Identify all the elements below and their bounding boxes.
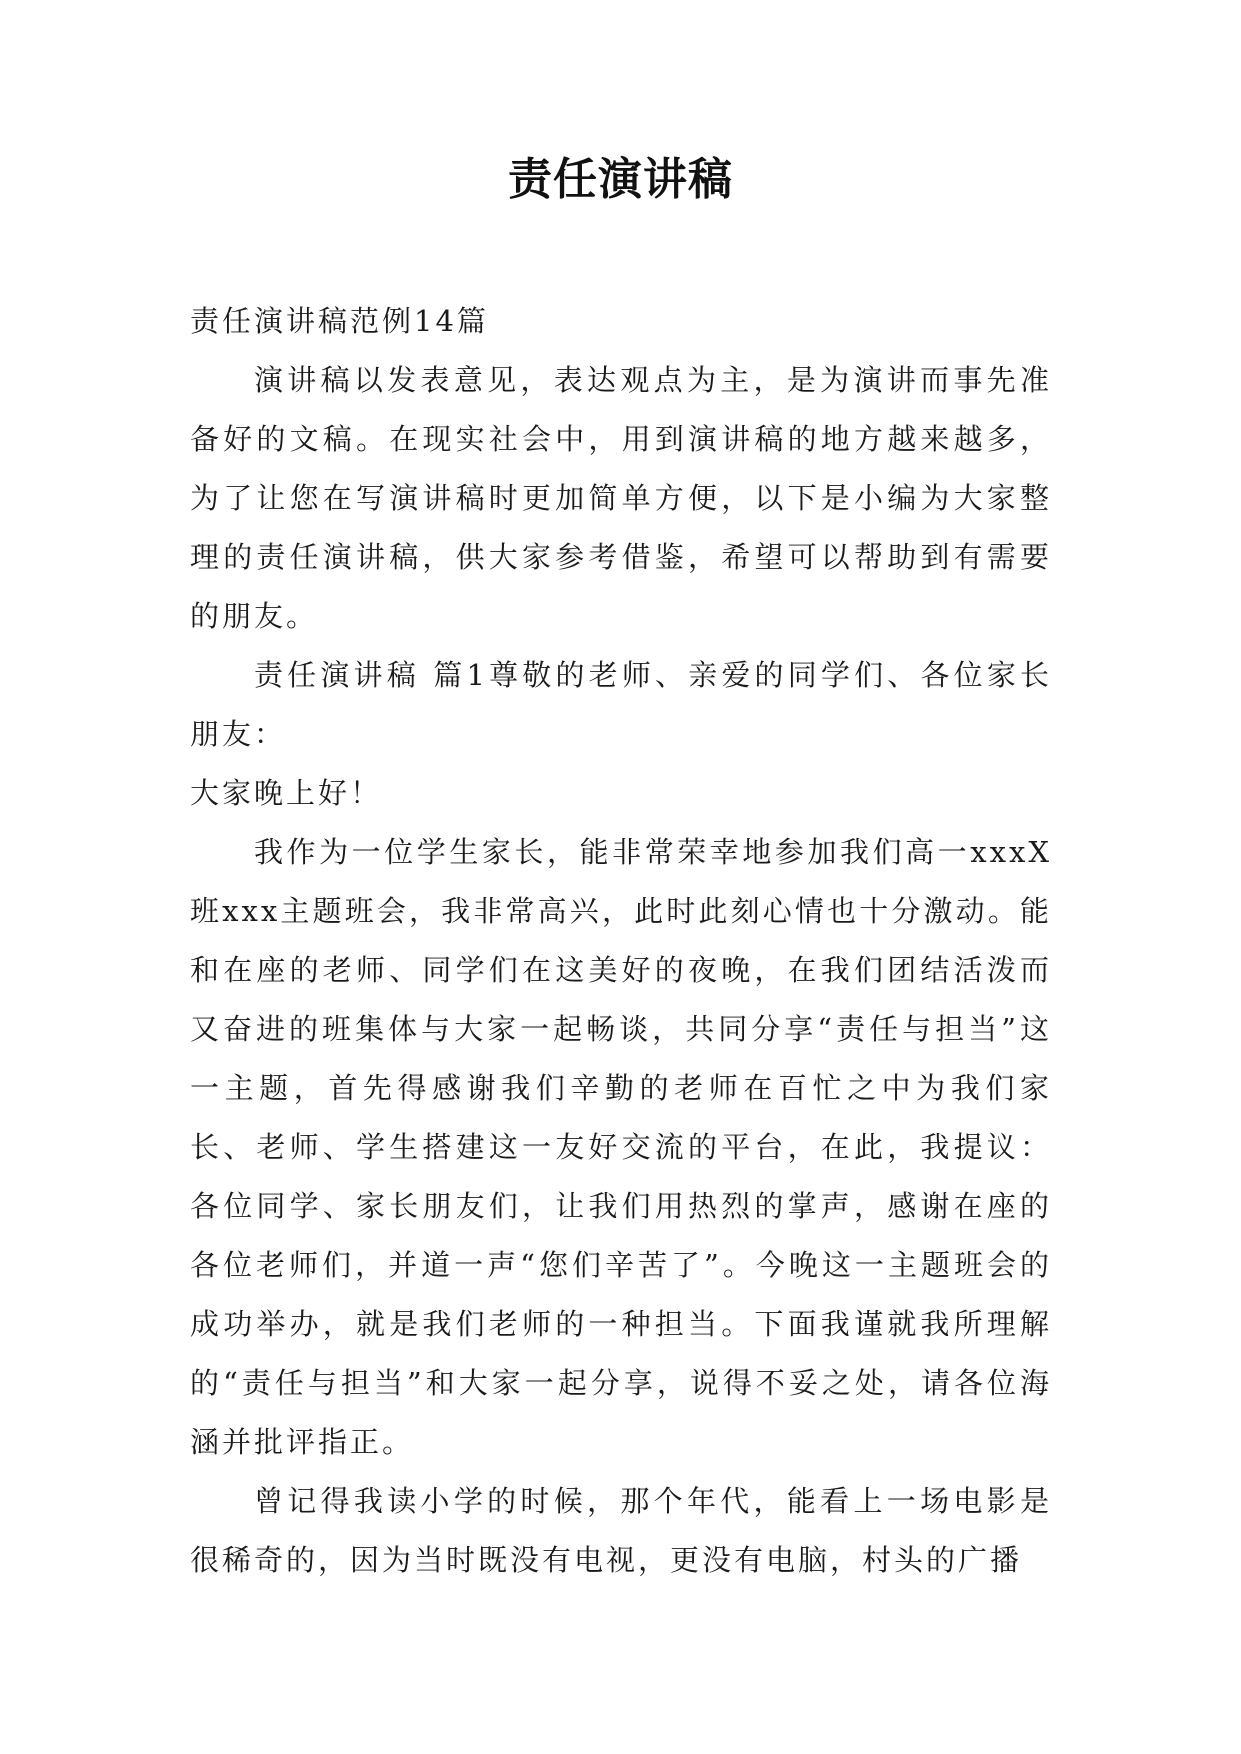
paragraph-body-2: 曾记得我读小学的时候，那个年代，能看上一场电影是很稀奇的，因为当时既没有电视，更没有电脑，村头的广播	[190, 1484, 1052, 1577]
document-title: 责任演讲稿	[508, 154, 733, 205]
paragraph-subtitle: 责任演讲稿范例14篇	[190, 304, 489, 338]
paragraph-intro: 演讲稿以发表意见，表达观点为主，是为演讲而事先准备好的文稿。在现实社会中，用到演讲稿的地方越来越多，为了让您在写演讲稿时更加简单方便，以下是小编为大家整理的责任演讲稿，供大家参考借鉴，希望可以帮助到有需要的朋友。	[190, 363, 1052, 633]
paragraph-body-1: 我作为一位学生家长，能非常荣幸地参加我们高一xxxX班xxx主题班会，我非常高兴，此时此刻心情也十分激动。能和在座的老师、同学们在这美好的夜晚，在我们团结活泼而又奋进的班集体与大家一起畅谈，共同分享“责任与担当”这一主题，首先得感谢我们辛勤的老师在百忙之中为我们家长、老师、学生搭建这一友好交流的平台，在此，我提议：各位同学、家长朋友们，让我们用热烈的掌声，感谢在座的各位老师们，并道一声“您们辛苦了”。今晚这一主题班会的成功举办，就是我们老师的一种担当。下面我谨就我所理解的“责任与担当”和大家一起分享，说得不妥之处，请各位海涵并批评指正。	[190, 835, 1052, 1459]
paragraph-salutation: 责任演讲稿 篇1尊敬的老师、亲爱的同学们、各位家长朋友：	[190, 658, 1052, 751]
document-body	[190, 292, 1052, 1590]
paragraph-greeting: 大家晚上好！	[190, 776, 383, 810]
